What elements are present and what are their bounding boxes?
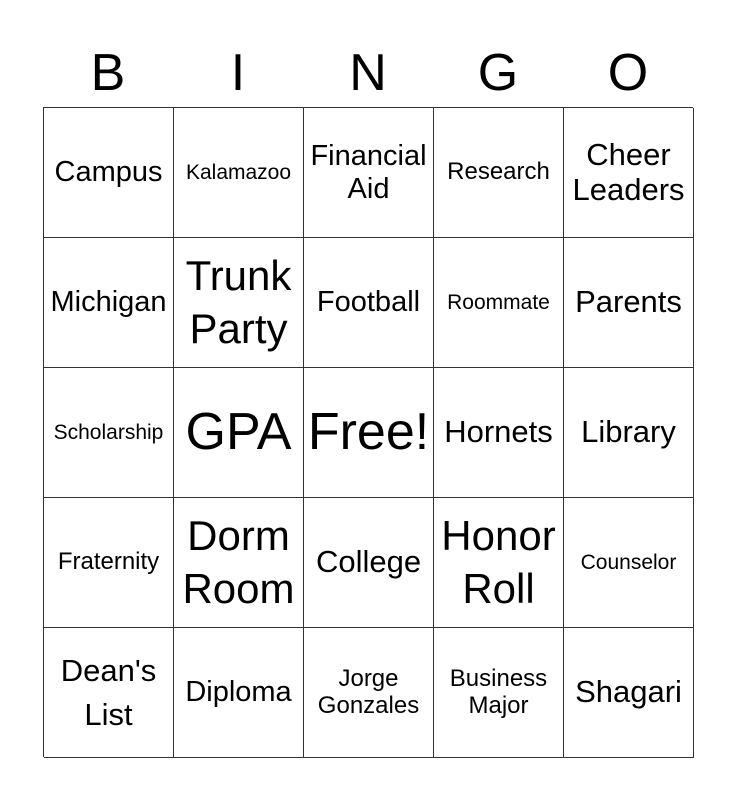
- cell-label: Honor Roll: [441, 512, 556, 612]
- bingo-cell[interactable]: [434, 238, 564, 368]
- bingo-cell[interactable]: [564, 238, 694, 368]
- bingo-cell[interactable]: [434, 108, 564, 238]
- cell-label: Roommate: [447, 290, 550, 314]
- cell-label: Financial Aid: [310, 140, 427, 205]
- header-letter-b: B: [90, 44, 126, 102]
- header-letter-g: G: [477, 44, 519, 102]
- cell-label: GPA: [185, 403, 292, 462]
- bingo-cell[interactable]: [304, 498, 434, 628]
- bingo-cell[interactable]: [304, 238, 434, 368]
- free-space-label: Free!: [307, 403, 430, 462]
- bingo-cell[interactable]: [174, 108, 304, 238]
- cell-label: Shagari: [575, 674, 682, 710]
- cell-label: Football: [316, 286, 421, 319]
- cell-label: Counselor: [580, 550, 677, 574]
- cell-label: Scholarship: [53, 420, 164, 444]
- cell-label: Kalamazoo: [185, 160, 292, 184]
- cell-label: Campus: [54, 156, 163, 189]
- bingo-cell[interactable]: [44, 498, 174, 628]
- cell-label: Business Major: [449, 664, 548, 719]
- bingo-cell[interactable]: [564, 368, 694, 498]
- bingo-cell[interactable]: [434, 498, 564, 628]
- bingo-cell[interactable]: [44, 238, 174, 368]
- cell-label: Cheer Leaders: [572, 136, 685, 207]
- bingo-cell[interactable]: [174, 498, 304, 628]
- bingo-header: [43, 38, 693, 108]
- bingo-grid: [43, 107, 693, 757]
- header-letter-o: O: [607, 44, 649, 102]
- header-letter-i: I: [230, 44, 246, 102]
- free-space-cell[interactable]: [304, 368, 434, 498]
- bingo-cell[interactable]: [564, 108, 694, 238]
- bingo-cell[interactable]: [434, 368, 564, 498]
- bingo-cell[interactable]: [44, 368, 174, 498]
- bingo-cell[interactable]: [434, 628, 564, 758]
- bingo-cell[interactable]: [564, 498, 694, 628]
- header-letter-n: N: [349, 44, 387, 102]
- bingo-cell[interactable]: [304, 628, 434, 758]
- cell-label: Dorm Room: [182, 512, 295, 612]
- cell-label: Fraternity: [57, 548, 160, 576]
- bingo-cell[interactable]: [174, 238, 304, 368]
- bingo-cell[interactable]: [174, 628, 304, 758]
- cell-label: Jorge Gonzales: [317, 664, 420, 719]
- bingo-cell[interactable]: [44, 108, 174, 238]
- bingo-cell[interactable]: [304, 108, 434, 238]
- bingo-cell[interactable]: [564, 628, 694, 758]
- cell-label: Trunk Party: [185, 252, 292, 352]
- cell-label: Research: [447, 158, 550, 186]
- cell-label: Diploma: [185, 676, 292, 709]
- cell-label: Library: [581, 414, 676, 450]
- bingo-cell[interactable]: [174, 368, 304, 498]
- cell-label: Dean's List: [60, 653, 157, 732]
- cell-label: Hornets: [444, 414, 553, 450]
- cell-label: Michigan: [50, 286, 167, 319]
- bingo-cell[interactable]: [44, 628, 174, 758]
- cell-label: College: [315, 544, 422, 580]
- cell-label: Parents: [575, 284, 682, 320]
